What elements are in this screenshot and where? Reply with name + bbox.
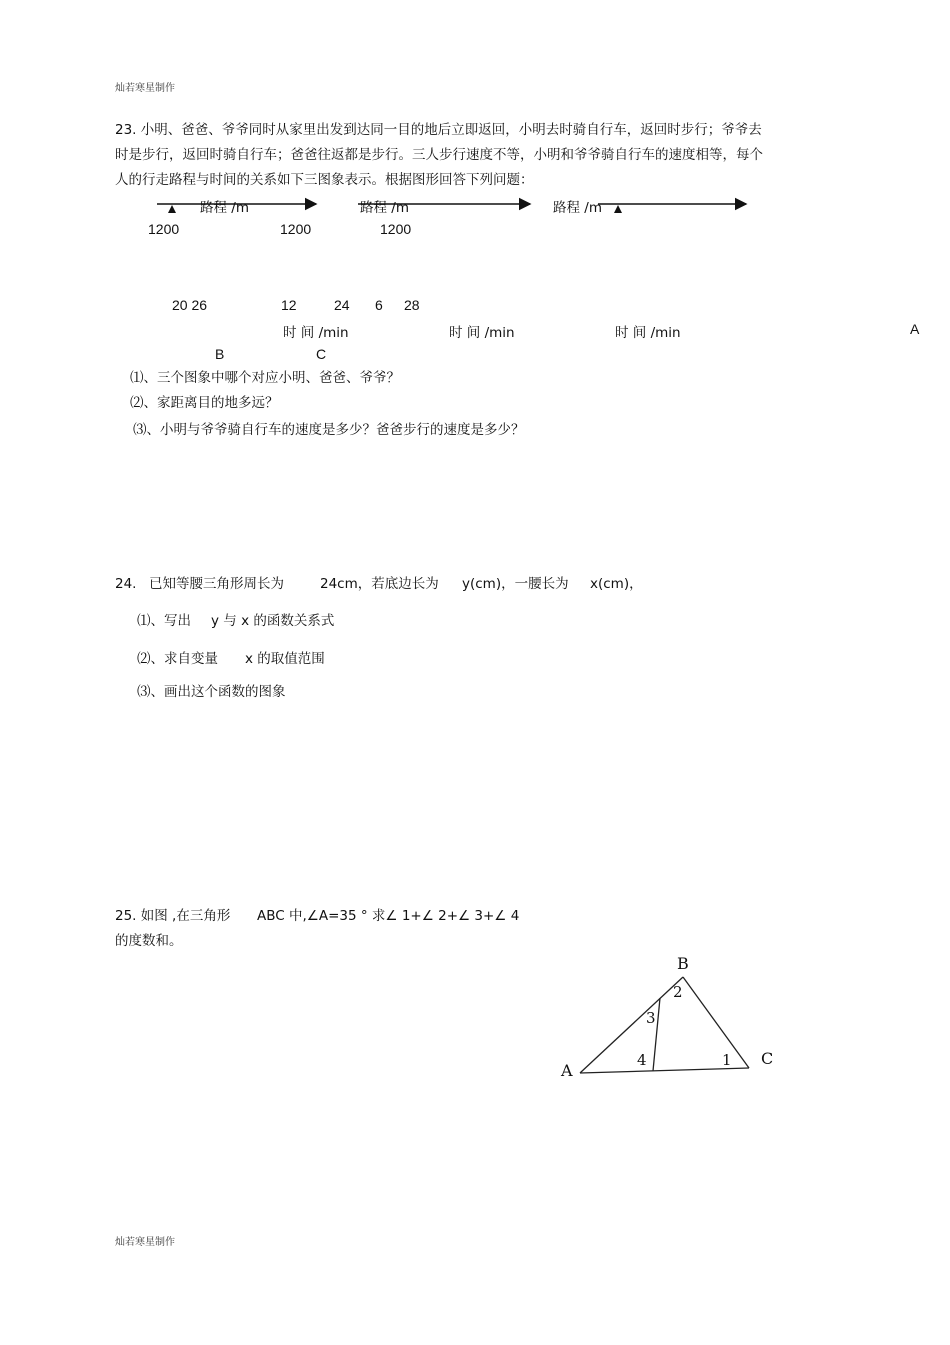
q24-stem-b: 24cm，若底边长为 — [320, 576, 439, 592]
graph-b-tick-24: 24 — [334, 297, 350, 313]
q25-line-2: 的度数和。 — [115, 933, 183, 949]
header-watermark: 灿若寒星制作 — [115, 83, 175, 94]
q24-sub-3: ⑶、画出这个函数的图象 — [137, 684, 286, 700]
graph-label-a: A — [910, 321, 920, 337]
q24-sub-1-b: y 与 x 的函数关系式 — [211, 613, 335, 629]
triangle-side-ab — [580, 977, 683, 1073]
footer-watermark: 灿若寒星制作 — [115, 1237, 175, 1248]
triangle-side-bc — [683, 977, 749, 1068]
q23-sub-question-2: ⑵、家距离目的地多远？ — [130, 395, 279, 411]
angle-1-label: 1 — [722, 1051, 732, 1069]
vertex-b-label: B — [677, 954, 689, 973]
graph-c-tick-28: 28 — [404, 297, 420, 313]
angle-3-label: 3 — [646, 1009, 656, 1027]
graph-a-y-value: 1200 — [148, 221, 180, 237]
graph-b-x-label: 时 间 /min — [449, 325, 515, 341]
q23-sub-question-3: ⑶、小明与爷爷骑自行车的速度是多少？爸爸步行的速度是多少？ — [133, 422, 525, 438]
graph-label-c: C — [316, 346, 327, 362]
graph-c-y-label: 路程 /m — [553, 200, 602, 216]
q24-stem-d: x(cm)， — [590, 576, 643, 592]
graph-a-y-label: 路程 /m — [200, 200, 249, 216]
graph-b-y-label: 路程 /m — [360, 200, 409, 216]
q24-sub-2-a: ⑵、求自变量 — [137, 651, 218, 667]
graph-c-x-label: 时 间 /min — [615, 325, 681, 341]
graph-c-y-value: 1200 — [380, 221, 412, 237]
graph-a-x-label: 时 间 /min — [283, 325, 349, 341]
q24-stem-a: 已知等腰三角形周长为 — [149, 576, 284, 592]
angle-4-label: 4 — [637, 1051, 647, 1069]
q25-line-1-b: ABC 中,∠A=35 ° 求∠ 1+∠ 2+∠ 3+∠ 4 — [257, 908, 520, 924]
q23-line-2: 时是步行，返回时骑自行车；爸爸往返都是步行。三人步行速度不等，小明和爷爷骑自行车的速度相等，每个 — [115, 147, 763, 163]
q23-sub-question-1: ⑴、三个图象中哪个对应小明、爸爸、爷爷？ — [130, 370, 400, 386]
vertex-c-label: C — [761, 1049, 774, 1068]
graph-a-x-ticks: 20 26 — [172, 297, 208, 313]
graph-b-tick-12: 12 — [281, 297, 297, 313]
q24-sub-1-a: ⑴、写出 — [137, 613, 191, 629]
vertex-a-label: A — [561, 1061, 573, 1080]
graph-label-b: B — [215, 346, 225, 362]
angle-2-label: 2 — [673, 983, 683, 1001]
graph-b-y-value: 1200 — [280, 221, 312, 237]
q24-sub-2-b: x 的取值范围 — [245, 651, 325, 667]
q24-number: 24. — [115, 576, 137, 592]
q23-line-1: 23. 小明、爸爸、爷爷同时从家里出发到达同一目的地后立即返回，小明去时骑自行车，返回时步行；爷爷去 — [115, 122, 762, 138]
q25-line-1-a: 25. 如图 ,在三角形 — [115, 908, 231, 924]
graph-c-tick-6: 6 — [375, 297, 383, 313]
q23-line-3: 人的行走路程与时间的关系如下三图象表示。根据图形回答下列问题： — [115, 172, 534, 188]
q24-stem-c: y(cm)，一腰长为 — [462, 576, 569, 592]
